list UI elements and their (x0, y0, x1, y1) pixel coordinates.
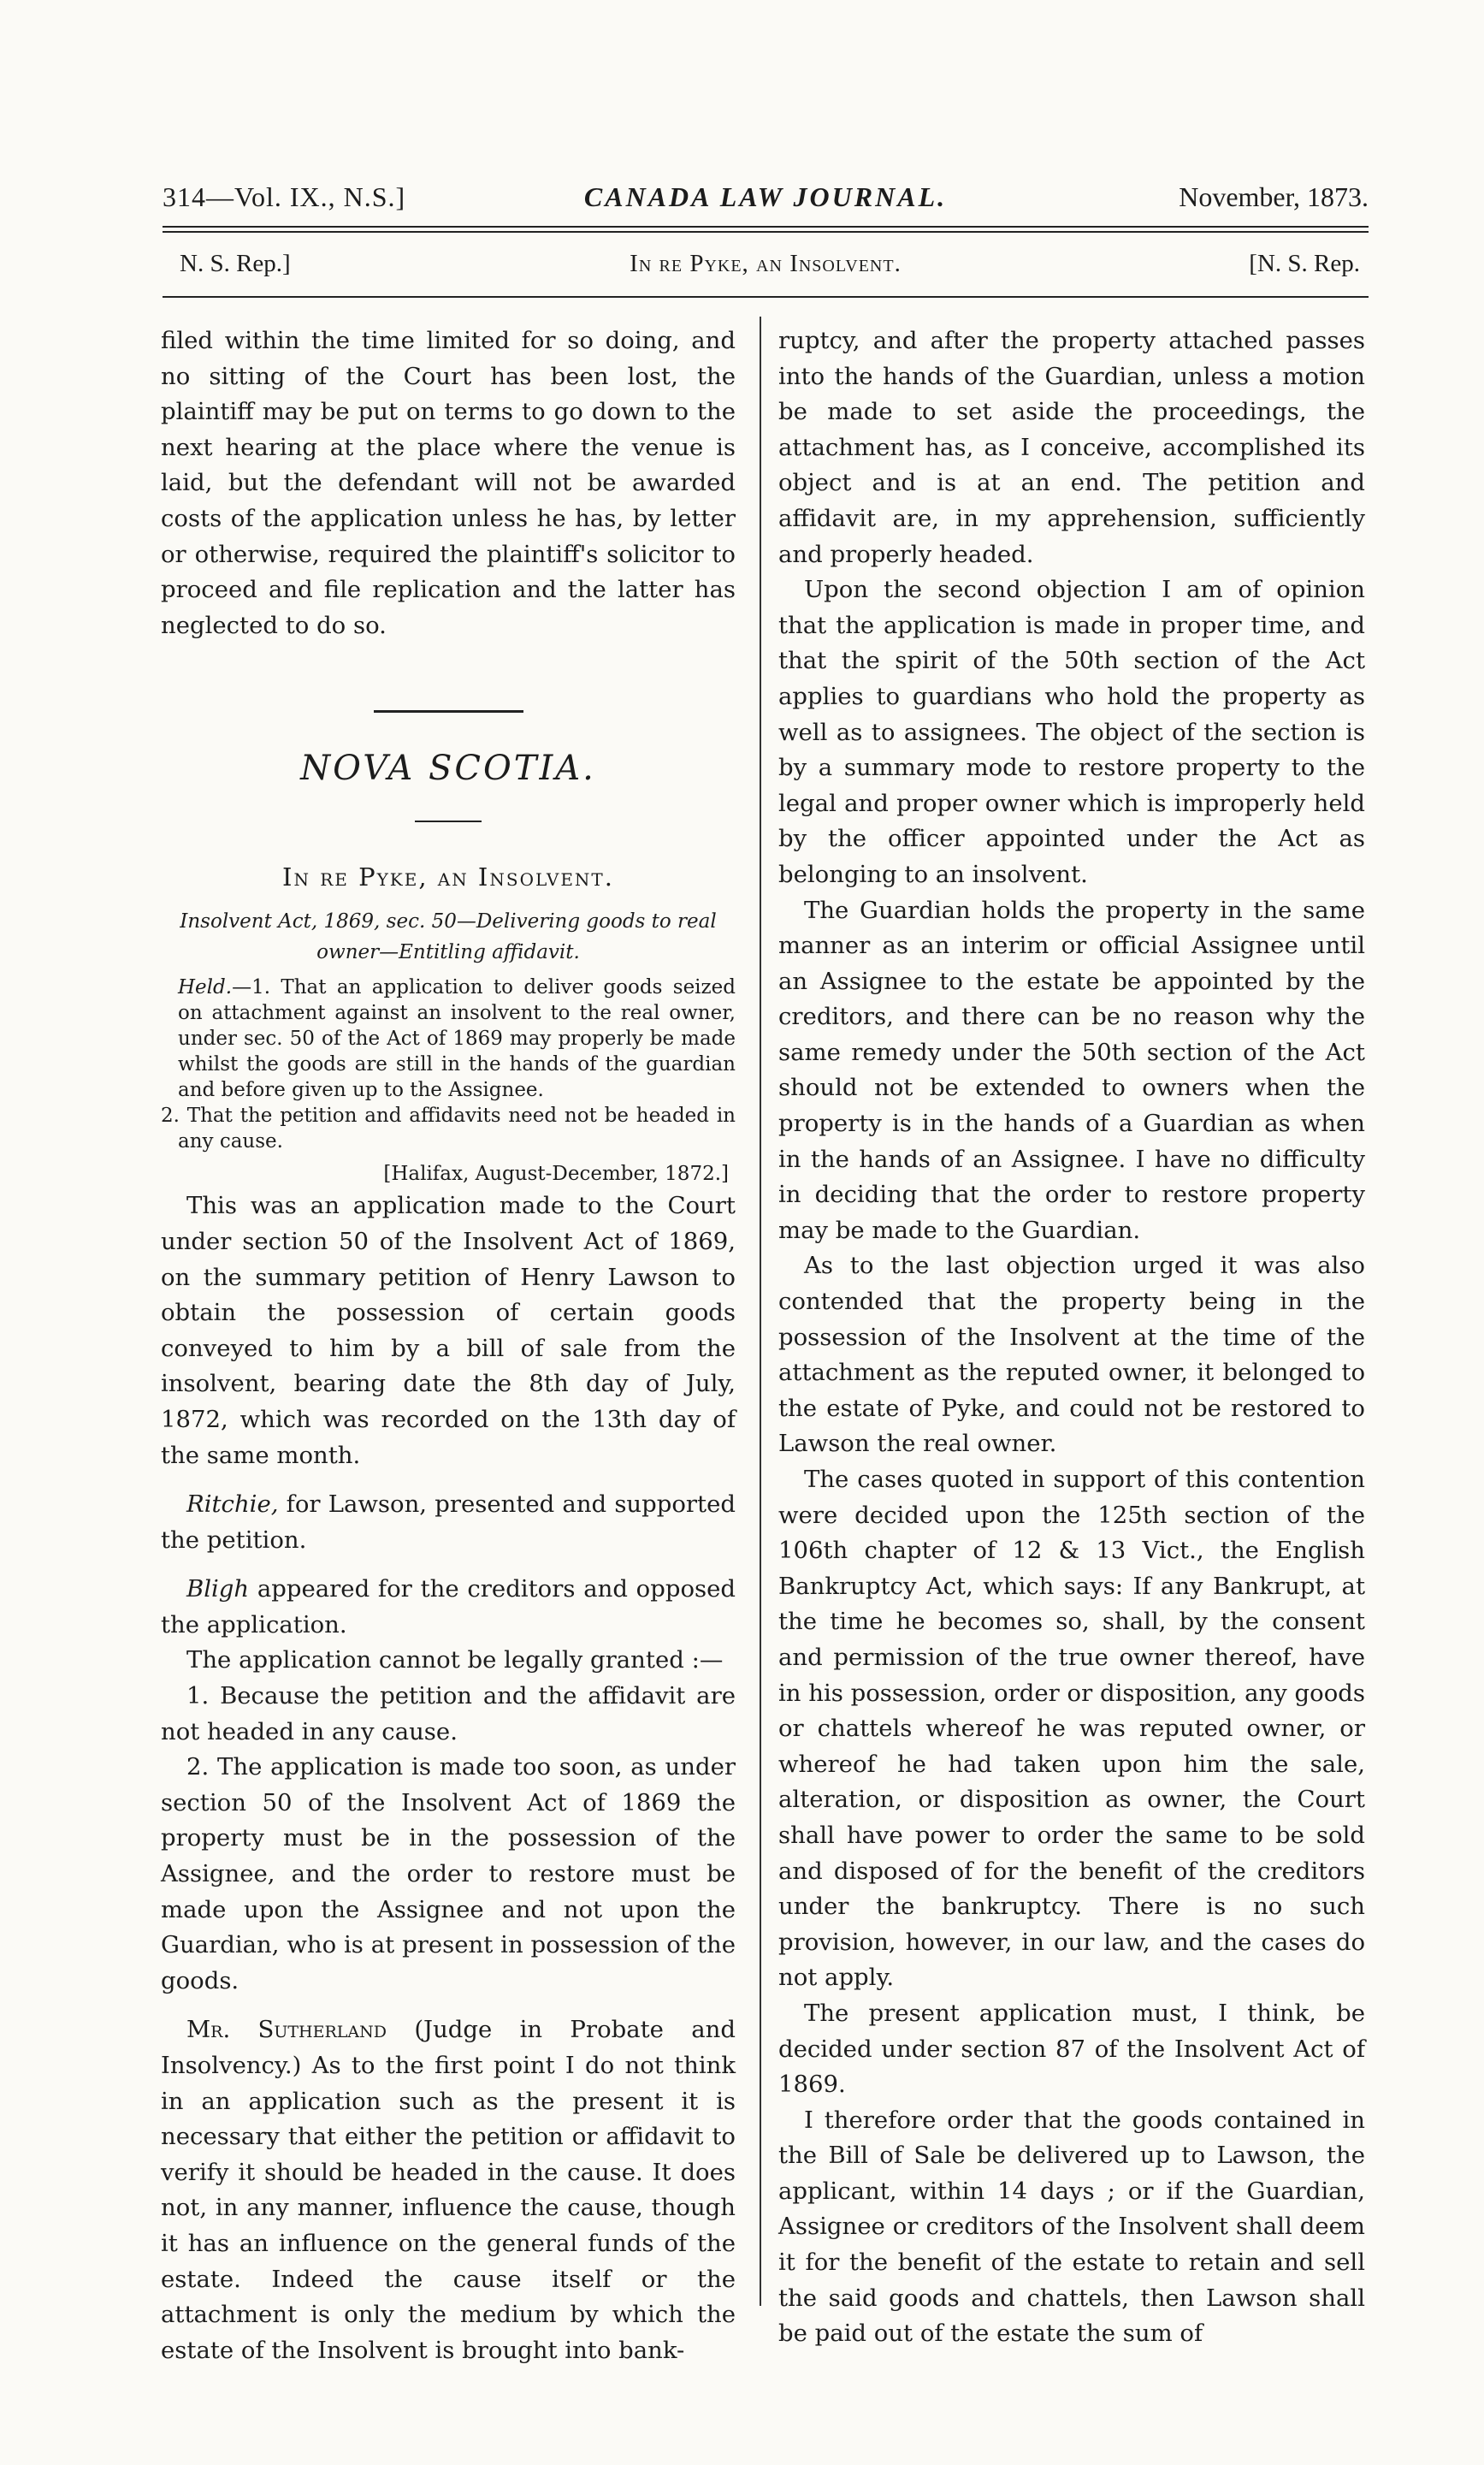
paragraph: 1. Because the petition and the affidavit are not headed in any cause. (161, 1682, 736, 1745)
venue-date: [Halifax, August-December, 1872.] (383, 1163, 729, 1186)
judge-name: Mr. Sutherland (186, 2016, 387, 2044)
counsel-name: Bligh (186, 1575, 250, 1603)
case-running-title: In re Pyke, an Insolvent. (630, 250, 902, 277)
report-section-right: [N. S. Rep. (1249, 250, 1360, 277)
paragraph: Ritchie, for Lawson, presented and supported the petition. (161, 1490, 736, 1554)
paragraph: The Guardian holds the property in the same manner as an interim or official Assignee until an Assignee to the estate be appointed by the creditors, and there can be no reason why the same remedy under the 50th section of the Act should not be extended to owners when the property is in the hands of a Guardian as when in the hands of an Assignee. I have no difficulty in deciding that the order to restore property may be made to the Guardian. (778, 896, 1365, 1244)
issue-date: November, 1873. (1179, 181, 1369, 212)
headnote-item-2: 2. That the petition and affidavits need not be headed in any cause. (161, 1105, 736, 1153)
report-subheader (163, 250, 1369, 284)
header-rule-top (163, 226, 1369, 228)
paragraph: 2. The application is made too soon, as under section 50 of the Insolvent Act of 1869 the property must be in the possession of the Assignee, and the order to restore must be made upon the Assignee and not upon the Guardian, who is at present in possession of the goods. (161, 1753, 736, 1994)
page-number-volume: 314—Vol. IX., N.S.] (163, 181, 406, 212)
right-column (778, 323, 1365, 2352)
held-text-1: —1. That an application to deliver goods seized on attachment against an insolvent to the real owner, under sec. 50 of the Act of 1869 may properly be made whilst the goods are still in the hands of the guardian and before given up to the Assignee. (178, 976, 736, 1102)
counsel-name: Ritchie, (186, 1490, 279, 1519)
header-rule-bottom (163, 231, 1369, 233)
running-head (163, 181, 1369, 222)
paragraph: As to the last objection urged it was also contended that the property being in the possession of the Insolvent at the time of the attachment as the reputed owner, it belonged to the estate of Pyke, and could not be restored to Lawson the real owner. (778, 1252, 1365, 1458)
subheader-rule (163, 296, 1369, 298)
paragraph: Upon the second objection I am of opinion that the application is made in proper time, and that the spirit of the 50th section of the Act applies to guardians who hold the property as well as to assignees. The object of the section is by a summary mode to restore property to the legal and proper owner which is improperly held by the officer appointed under the Act as belonging to an insolvent. (778, 576, 1365, 888)
headnote (161, 975, 736, 1154)
paragraph: Bligh appeared for the creditors and opposed the application. (161, 1575, 736, 1638)
paragraph: The cases quoted in support of this contention were decided upon the 125th section of the 106th chapter of 12 & 13 Vict., the English Bankruptcy Act, which says: If any Bankrupt, at the time he becomes so, shall, by the consent and permission of the true owner thereof, have in his possession, order or disposition, any goods or chattels whereof he was reputed owner, or whereof he had taken upon him the sale, alteration, or disposition as owner, the Court shall have power to order the same to be sold and disposed of for the benefit of the creditors under the bankruptcy. There is no such provision, however, in our law, and the cases do not apply. (778, 1466, 1365, 1992)
paragraph: ruptcy, and after the property attached passes into the hands of the Guardian, unless a motion be made to set aside the proceedings, the attachment has, as I conceive, accomplished its object and is at an end. The petition and affidavit are, in my apprehension, sufficiently and properly headed. (778, 327, 1365, 568)
opening-paragraph: filed within the time limited for so doing, and no sitting of the Court has been lost, the plaintiff may be put on terms to go down to the next hearing at the place where the venue is laid, but the defendant will not be awarded costs of the application unless he has, by letter or otherwise, required the plaintiff's solicitor to proceed and file replication and the latter has neglected to do so. (161, 327, 736, 639)
paragraph: The application cannot be legally granted :— (186, 1646, 724, 1674)
case-title: In re Pyke, an Insolvent. (282, 862, 614, 892)
paragraph: I therefore order that the goods contained in the Bill of Sale be delivered up to Lawson, the applicant, within 14 days ; or if the Guardian, Assignee or creditors of the Insolvent shall deem it for the benefit of the estate to retain and sell the said goods and chattels, then Lawson shall be paid out of the estate the sum of (778, 2106, 1365, 2348)
left-column (161, 323, 736, 2368)
case-catchline: Insolvent Act, 1869, sec. 50—Delivering goods to real owner—Entitling affidavit. (180, 910, 717, 964)
paragraph: Mr. Sutherland (Judge in Probate and Insolvency.) As to the first point I do not think in an application such as the present it is necessary that either the petition or affidavit to verify it should be headed in the cause. It does not, in any manner, influence the cause, though it has an influence on the general funds of the estate. Indeed the cause itself or the attachment is only the medium by which the estate of the Insolvent is brought into bank- (161, 2016, 736, 2364)
report-section-left: N. S. Rep.] (180, 250, 291, 277)
headnote-item-1 (161, 975, 736, 1103)
section-divider (374, 710, 523, 713)
title-divider (415, 821, 482, 822)
held-label: Held. (178, 976, 233, 999)
section-title: NOVA SCOTIA. (300, 749, 596, 789)
paragraph: This was an application made to the Court under section 50 of the Insolvent Act of 1869, on the summary petition of Henry Lawson to obtain the possession of certain goods conveyed to him by a bill of sale from the insolvent, bearing date the 8th day of July, 1872, which was recorded on the 13th day of the same month. (161, 1192, 736, 1469)
journal-title: CANADA LAW JOURNAL. (583, 181, 948, 212)
paragraph: The present application must, I think, be decided under section 87 of the Insolvent Act of 1869. (778, 1999, 1365, 2099)
column-divider (760, 317, 761, 2306)
